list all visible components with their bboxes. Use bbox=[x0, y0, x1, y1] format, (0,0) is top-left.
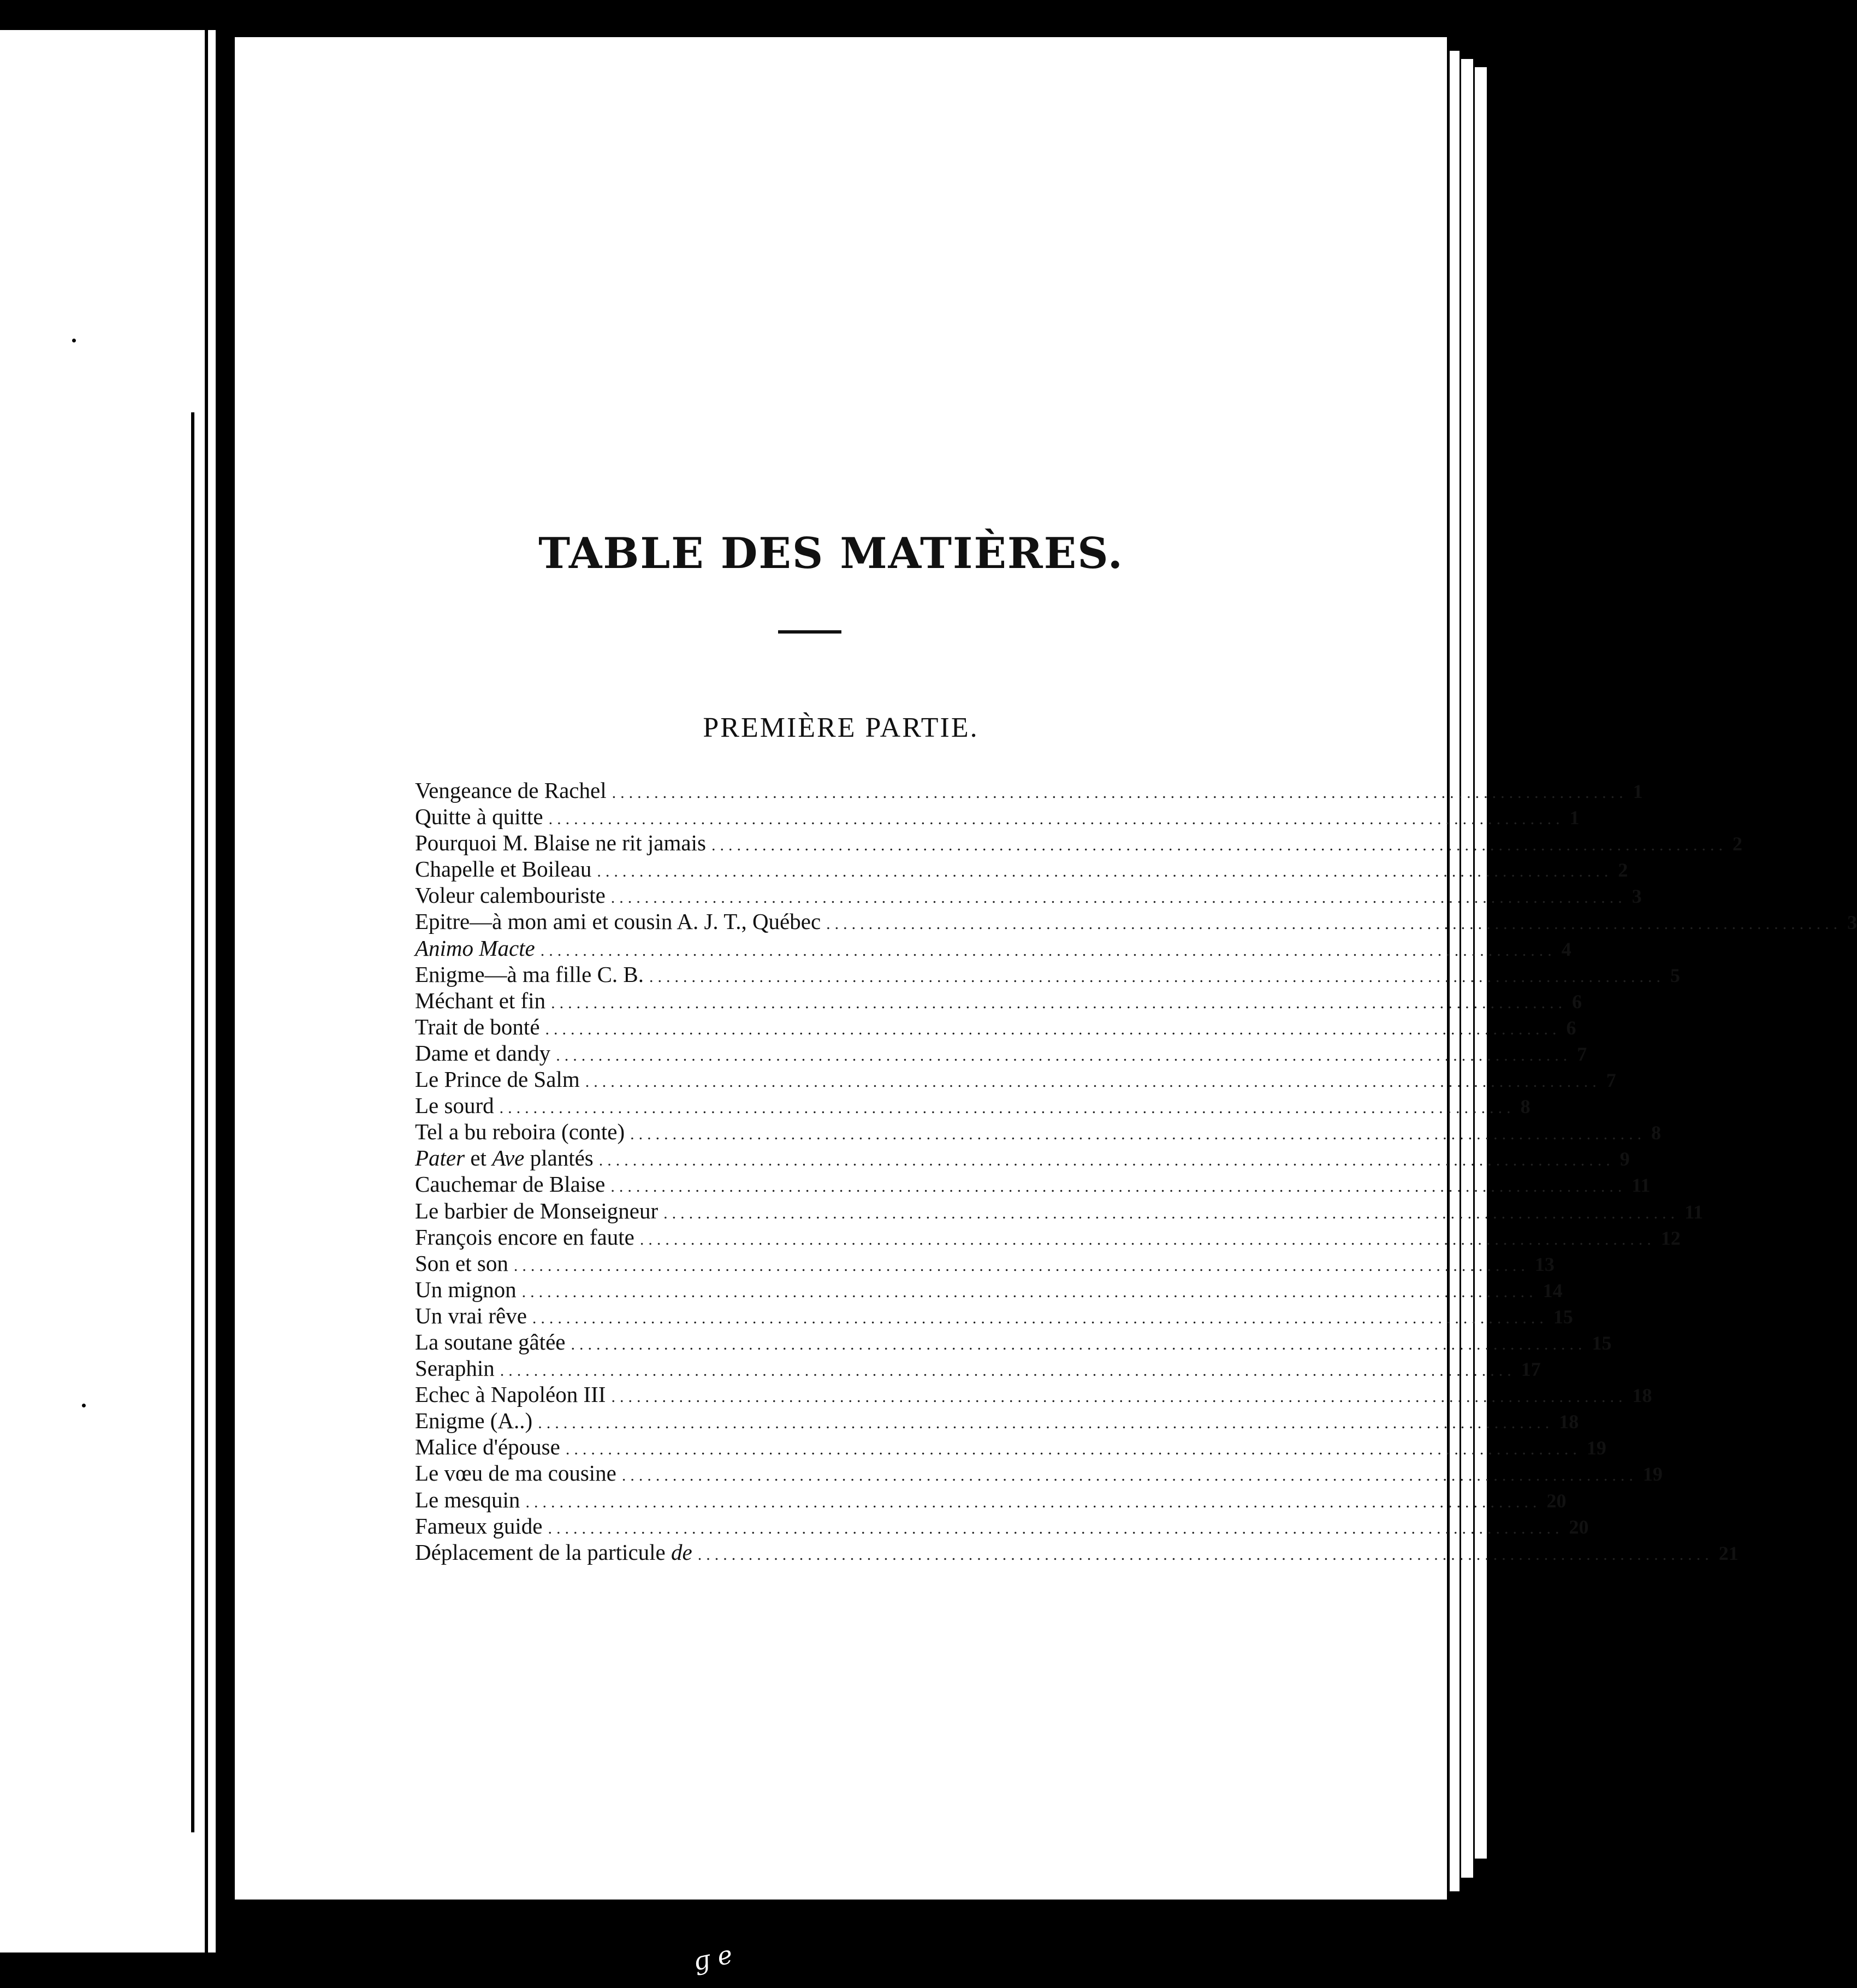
dot-leader: ........................................................................................................................ bbox=[639, 1230, 1656, 1249]
title-divider bbox=[778, 630, 841, 634]
toc-entry-title: Un mignon bbox=[415, 1276, 517, 1302]
toc-entry bbox=[415, 1434, 1606, 1460]
dot-leader: ........................................................................................................................ bbox=[597, 862, 1613, 881]
toc-entry-page: 2 bbox=[1732, 833, 1742, 855]
toc-entry-page: 7 bbox=[1577, 1043, 1587, 1065]
dot-leader: ........................................................................................................................ bbox=[556, 1046, 1572, 1064]
toc-entry bbox=[415, 1487, 1567, 1513]
table-of-contents bbox=[415, 777, 1857, 1565]
ink-speck bbox=[72, 339, 76, 342]
toc-entry bbox=[415, 1513, 1589, 1539]
dot-leader: ........................................................................................................................ bbox=[663, 1204, 1680, 1222]
toc-entry-title: Malice d'épouse bbox=[415, 1434, 560, 1460]
toc-entry-title: Voleur calembouriste bbox=[415, 883, 606, 908]
toc-entry bbox=[415, 1381, 1652, 1407]
dot-leader: ........................................................................................................................ bbox=[521, 1282, 1538, 1301]
toc-entry bbox=[415, 1224, 1681, 1250]
toc-entry-page: 15 bbox=[1592, 1332, 1612, 1354]
dot-leader: ........................................................................................................................ bbox=[585, 1073, 1601, 1091]
toc-entry-title: Son et son bbox=[415, 1250, 508, 1276]
toc-entry-title: Déplacement de la particule de bbox=[415, 1539, 692, 1565]
toc-entry-page: 19 bbox=[1642, 1463, 1663, 1486]
toc-entry bbox=[415, 1145, 1630, 1171]
toc-entry bbox=[415, 856, 1628, 882]
toc-entry bbox=[415, 1014, 1576, 1040]
toc-entry bbox=[415, 1460, 1663, 1486]
dot-leader: ........................................................................................................................ bbox=[540, 941, 1556, 960]
toc-entry bbox=[415, 935, 1571, 961]
toc-entry-page: 17 bbox=[1521, 1358, 1541, 1381]
dot-leader: ........................................................................................................................ bbox=[513, 1256, 1529, 1275]
dot-leader: ........................................................................................................................ bbox=[571, 1335, 1587, 1353]
toc-entry-page: 19 bbox=[1586, 1437, 1606, 1459]
dot-leader: ........................................................................................................................ bbox=[611, 1388, 1627, 1406]
toc-entry bbox=[415, 1119, 1662, 1145]
toc-entry-page: 18 bbox=[1632, 1384, 1652, 1407]
margin-mark: ɡ e bbox=[691, 1939, 735, 1977]
toc-entry bbox=[415, 1198, 1704, 1224]
toc-entry-title: Dame et dandy bbox=[415, 1040, 551, 1066]
toc-entry bbox=[415, 1066, 1616, 1092]
toc-entry-title: Tel a bu reboira (conte) bbox=[415, 1119, 625, 1145]
toc-entry-page: 13 bbox=[1534, 1253, 1555, 1275]
toc-entry-page: 20 bbox=[1569, 1516, 1589, 1538]
toc-entry-page: 6 bbox=[1566, 1016, 1576, 1039]
toc-entry-title: Cauchemar de Blaise bbox=[415, 1172, 606, 1197]
section-title: PREMIÈRE PARTIE. bbox=[703, 712, 979, 743]
dot-leader: ........................................................................................................................ bbox=[612, 784, 1628, 802]
toc-entry-title: La soutane gâtée bbox=[415, 1329, 566, 1354]
toc-entry-title: Pourquoi M. Blaise ne rit jamais bbox=[415, 830, 706, 856]
toc-entry-title: Chapelle et Boileau bbox=[415, 856, 592, 882]
dot-leader: ........................................................................................................................ bbox=[649, 967, 1665, 986]
toc-entry-page: 1 bbox=[1569, 807, 1580, 829]
dot-leader: ........................................................................................................................ bbox=[565, 1440, 1581, 1459]
toc-entry-title: Le Prince de Salm bbox=[415, 1067, 580, 1092]
toc-entry-title: Le mesquin bbox=[415, 1487, 520, 1512]
toc-entry-page: 21 bbox=[1718, 1542, 1739, 1564]
dot-leader: ........................................................................................................................ bbox=[500, 1362, 1516, 1380]
toc-entry-page: 14 bbox=[1542, 1279, 1563, 1301]
toc-entry bbox=[415, 1250, 1555, 1276]
dot-leader: ........................................................................................................................ bbox=[499, 1099, 1515, 1117]
dot-leader: ........................................................................................................................ bbox=[532, 1309, 1548, 1327]
binding-gutter bbox=[216, 22, 235, 1966]
toc-entry-page: 18 bbox=[1559, 1411, 1579, 1433]
toc-entry bbox=[415, 1539, 1739, 1565]
toc-entry-title: Vengeance de Rachel bbox=[415, 778, 607, 803]
ink-speck bbox=[82, 1404, 86, 1407]
toc-entry-page: 5 bbox=[1670, 964, 1681, 986]
toc-entry bbox=[415, 882, 1642, 908]
toc-entry-title: Animo Macte bbox=[415, 935, 535, 961]
toc-entry-title: Quitte à quitte bbox=[415, 804, 543, 830]
toc-entry bbox=[415, 1092, 1530, 1119]
dot-leader: ........................................................................................................................ bbox=[538, 1414, 1554, 1433]
dot-leader: ........................................................................................................................ bbox=[610, 889, 1627, 907]
toc-entry bbox=[415, 777, 1643, 803]
dot-leader: ........................................................................................................................ bbox=[826, 915, 1842, 933]
toc-entry-title: Pater et Ave plantés bbox=[415, 1145, 594, 1171]
toc-entry bbox=[415, 1040, 1587, 1066]
toc-entry-page: 8 bbox=[1520, 1096, 1530, 1118]
dot-leader: ........................................................................................................................ bbox=[697, 1545, 1713, 1564]
toc-entry-title: Le barbier de Monseigneur bbox=[415, 1198, 658, 1223]
toc-entry-page: 11 bbox=[1631, 1174, 1651, 1197]
toc-entry-page: 4 bbox=[1561, 938, 1571, 960]
toc-entry bbox=[415, 830, 1742, 856]
toc-entry bbox=[415, 1303, 1573, 1329]
toc-entry-page: 9 bbox=[1619, 1148, 1630, 1170]
dot-leader: ........................................................................................................................ bbox=[610, 1178, 1627, 1196]
toc-entry-title: Méchant et fin bbox=[415, 987, 546, 1013]
facing-page-edge bbox=[205, 30, 208, 1952]
toc-entry-page: 8 bbox=[1651, 1122, 1662, 1144]
dot-leader: ........................................................................................................................ bbox=[598, 1151, 1615, 1170]
toc-entry-title: Un vrai rêve bbox=[415, 1303, 527, 1328]
toc-entry bbox=[415, 1329, 1612, 1355]
toc-entry-page: 7 bbox=[1606, 1069, 1616, 1092]
dot-leader: ........................................................................................................................ bbox=[711, 836, 1727, 855]
toc-entry-title: Echec à Napoléon III bbox=[415, 1382, 606, 1407]
facing-page-fold bbox=[191, 412, 194, 1832]
toc-entry-title: Seraphin bbox=[415, 1356, 495, 1381]
dot-leader: ........................................................................................................................ bbox=[551, 993, 1567, 1012]
toc-entry bbox=[415, 961, 1681, 987]
toc-entry bbox=[415, 1171, 1651, 1197]
toc-entry bbox=[415, 1355, 1541, 1381]
toc-entry-page: 1 bbox=[1633, 780, 1643, 802]
toc-entry-title: Enigme (A..) bbox=[415, 1408, 533, 1434]
toc-entry bbox=[415, 1276, 1563, 1303]
toc-entry-page: 3 bbox=[1631, 885, 1642, 908]
toc-entry bbox=[415, 987, 1582, 1014]
toc-entry-page: 2 bbox=[1618, 859, 1628, 881]
facing-page bbox=[0, 30, 216, 1952]
toc-entry-title: Epitre—à mon ami et cousin A. J. T., Québec bbox=[415, 909, 821, 934]
dot-leader: ........................................................................................................................ bbox=[548, 1519, 1564, 1537]
dot-leader: ........................................................................................................................ bbox=[525, 1493, 1541, 1511]
dot-leader: ........................................................................................................................ bbox=[630, 1125, 1646, 1144]
toc-entry-title: François encore en faute bbox=[415, 1224, 634, 1250]
toc-entry bbox=[415, 908, 1857, 934]
toc-entry-page: 6 bbox=[1572, 990, 1582, 1013]
dot-leader: ........................................................................................................................ bbox=[548, 810, 1564, 829]
toc-entry-page: 11 bbox=[1684, 1200, 1704, 1223]
book-page bbox=[235, 37, 1857, 1977]
toc-entry bbox=[415, 1407, 1579, 1434]
dot-leader: ........................................................................................................................ bbox=[621, 1466, 1638, 1485]
toc-entry-page: 20 bbox=[1546, 1489, 1567, 1512]
dot-leader: ........................................................................................................................ bbox=[545, 1020, 1561, 1038]
toc-entry-title: Le vœu de ma cousine bbox=[415, 1460, 616, 1486]
toc-entry-page: 15 bbox=[1553, 1305, 1573, 1328]
toc-entry-title: Enigme—à ma fille C. B. bbox=[415, 961, 644, 987]
toc-entry-title: Le sourd bbox=[415, 1093, 494, 1119]
toc-entry bbox=[415, 803, 1580, 830]
toc-entry-title: Trait de bonté bbox=[415, 1014, 540, 1039]
toc-entry-page: 3 bbox=[1847, 912, 1857, 934]
page-title: TABLE DES MATIÈRES. bbox=[538, 529, 1124, 578]
toc-entry-title: Fameux guide bbox=[415, 1513, 543, 1539]
toc-entry-page: 12 bbox=[1660, 1227, 1681, 1249]
